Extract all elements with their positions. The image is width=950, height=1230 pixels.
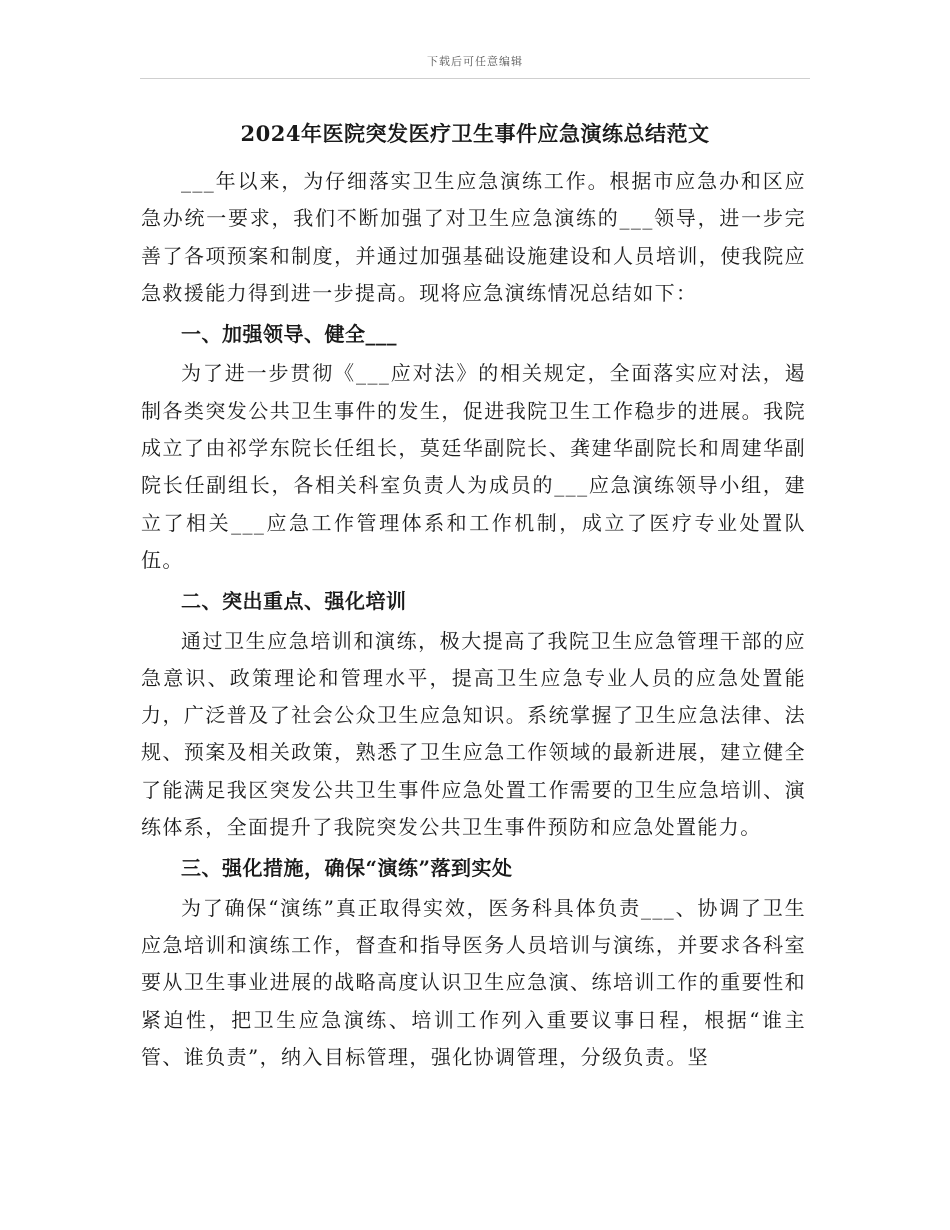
header-divider	[140, 78, 810, 79]
section-heading-3: 三、强化措施，确保“演练”落到实处	[181, 856, 513, 881]
section-body-2: 通过卫生应急培训和演练，极大提高了我院卫生应急管理干部的应急意识、政策理论和管理水平，提高卫生应急专业人员的应急处置能力，广泛普及了社会公众卫生应急知识。系统掌握了卫生应急法律、法规、预案及相关政策，熟悉了卫生应急工作领域的最新进展，建立健全了能满足我区突发公共卫生事件应急处置工作需要的卫生应急培训、演练体系，全面提升了我院突发公共卫生事件预防和应急处置能力。	[141, 628, 806, 840]
section-heading-2: 二、突出重点、强化培训	[181, 589, 407, 614]
intro-paragraph: ___年以来，为仔细落实卫生应急演练工作。根据市应急办和区应急办统一要求，我们不断加强了对卫生应急演练的___领导，进一步完善了各项预案和制度，并通过加强基础设施建设和人员培训，使我院应急救援能力得到进一步提高。现将应急演练情况总结如下：	[141, 169, 806, 305]
section-body-1: 为了进一步贯彻《___应对法》的相关规定，全面落实应对法，遏制各类突发公共卫生事件的发生，促进我院卫生工作稳步的进展。我院成立了由祁学东院长任组长，莫廷华副院长、龚建华副院长和周建华副院长任副组长，各相关科室负责人为成员的___应急演练领导小组，建立了相关___应急工作管理体系和工作机制，成立了医疗专业处置队伍。	[141, 361, 806, 572]
section-heading-1: 一、加强领导、健全___	[181, 322, 397, 347]
page-header: 下载后可任意编辑	[427, 55, 523, 68]
section-body-3: 为了确保“演练”真正取得实效，医务科具体负责___、协调了卫生应急培训和演练工作，督查和指导医务人员培训与演练，并要求各科室要从卫生事业进展的战略高度认识卫生应急演、练培训工作的重要性和紧迫性，把卫生应急演练、培训工作列入重要议事日程，根据“谁主管、谁负责”，纳入目标管理，强化协调管理，分级负责。坚	[141, 895, 806, 1069]
document-body	[141, 163, 806, 1076]
document-title: 2024年医院突发医疗卫生事件应急演练总结范文	[240, 121, 710, 146]
